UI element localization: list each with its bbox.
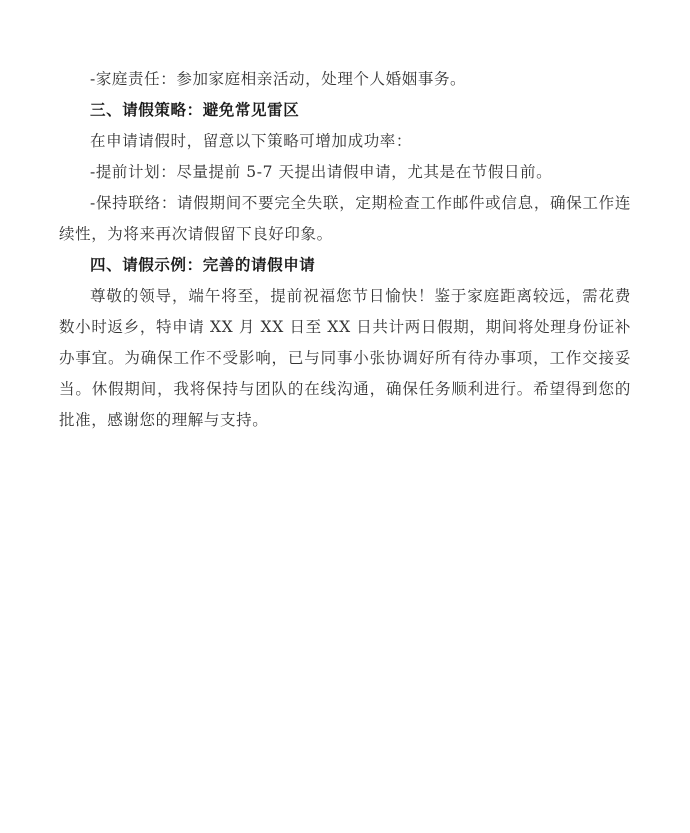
section-heading-example: 四、请假示例：完善的请假申请 [90, 256, 316, 274]
family-responsibility-line: -家庭责任：参加家庭相亲活动，处理个人婚姻事务。 [90, 70, 467, 88]
plan-ahead-line: -提前计划：尽量提前 5-7 天提出请假申请，尤其是在节假日前。 [90, 163, 553, 181]
strategy-intro-line: 在申请请假时，留意以下策略可增加成功率： [90, 132, 413, 150]
document-body [59, 64, 631, 436]
section-heading-strategy: 三、请假策略：避免常见雷区 [90, 101, 300, 119]
example-request-paragraph: 尊敬的领导，端午将至，提前祝福您节日愉快！鉴于家庭距离较远，需花费数小时返乡，特申请 XX 月 XX 日至 XX 日共计两日假期，期间将处理身份证补办事宜。为确保工作不受影响，已与同事小张协调好所有待办事项，工作交接妥当。休假期间，我将保持与团队的在线沟通，确保任务顺利进行。希望得到您的批准，感谢您的理解与支持。 [59, 287, 631, 429]
keep-contact-paragraph: -保持联络：请假期间不要完全失联，定期检查工作邮件或信息，确保工作连续性，为将来再次请假留下良好印象。 [59, 194, 631, 243]
